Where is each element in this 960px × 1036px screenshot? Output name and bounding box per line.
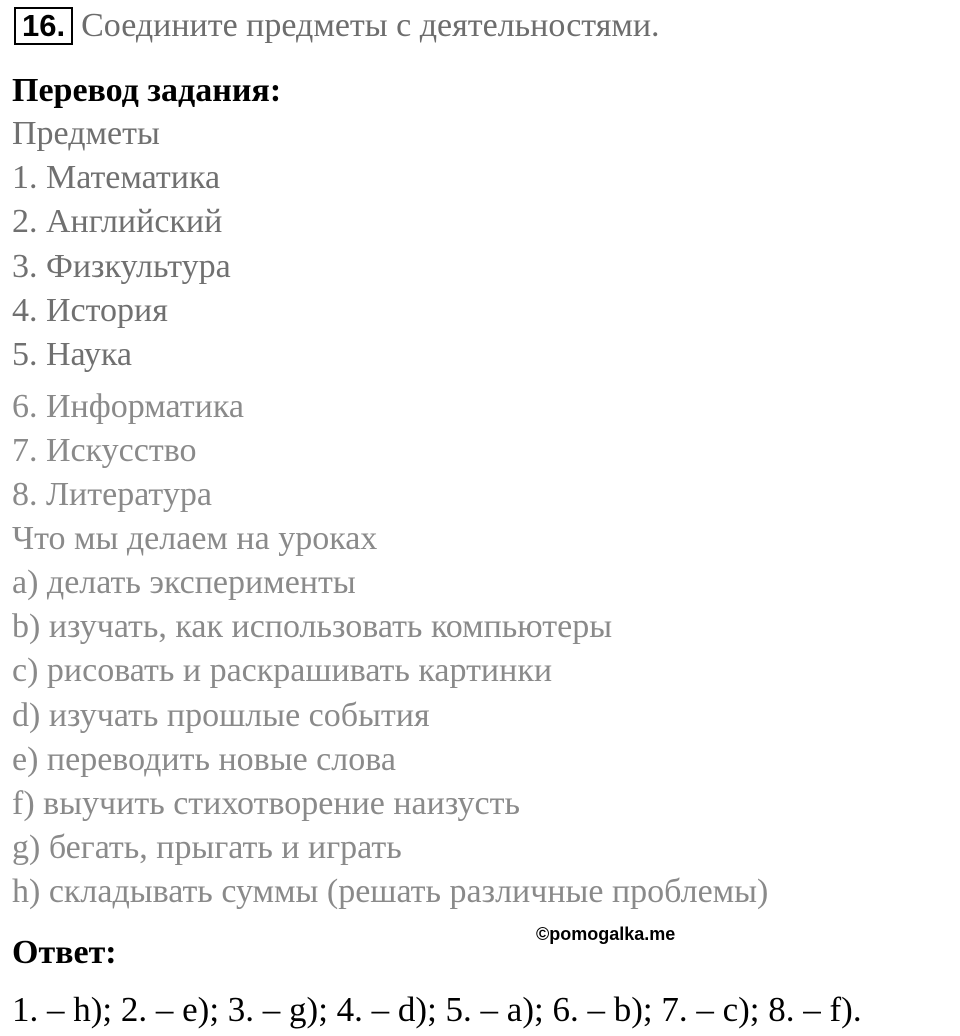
subject-item: 5. Наука [12, 336, 133, 373]
activity-item: h) складывать суммы (решать различные проблемы) [12, 873, 769, 910]
activity-item: d) изучать прошлые события [12, 697, 430, 734]
answer-text: 1. – h); 2. – e); 3. – g); 4. – d); 5. – a); 6. – b); 7. – c); 8. – f). [12, 990, 862, 1029]
subject-item: 8. Литература [12, 476, 212, 513]
activity-item: b) изучать, как использовать компьютеры [12, 608, 613, 645]
subject-item: 1. Математика [12, 159, 221, 196]
subject-item: 4. История [12, 292, 168, 329]
translation-heading: Перевод задания: [12, 72, 282, 109]
watermark-text: ©pomogalka.me [536, 924, 676, 944]
activity-item: a) делать эксперименты [12, 564, 356, 601]
subject-item: 2. Английский [12, 203, 223, 240]
task-instruction: Соедините предметы с деятельностями. [81, 7, 660, 44]
activity-item: f) выучить стихотворение наизусть [12, 785, 521, 822]
activities-title: Что мы делаем на уроках [12, 520, 378, 557]
subject-item: 6. Информатика [12, 388, 244, 425]
activity-item: e) переводить новые слова [12, 741, 396, 778]
task-header [14, 6, 660, 46]
subject-item: 3. Физкультура [12, 248, 231, 285]
activity-item: c) рисовать и раскрашивать картинки [12, 652, 553, 689]
subjects-title: Предметы [12, 115, 160, 152]
answer-heading: Ответ: [12, 934, 117, 971]
task-number-box: 16. [14, 7, 73, 45]
subject-item: 7. Искусство [12, 432, 197, 469]
activity-item: g) бегать, прыгать и играть [12, 829, 402, 866]
